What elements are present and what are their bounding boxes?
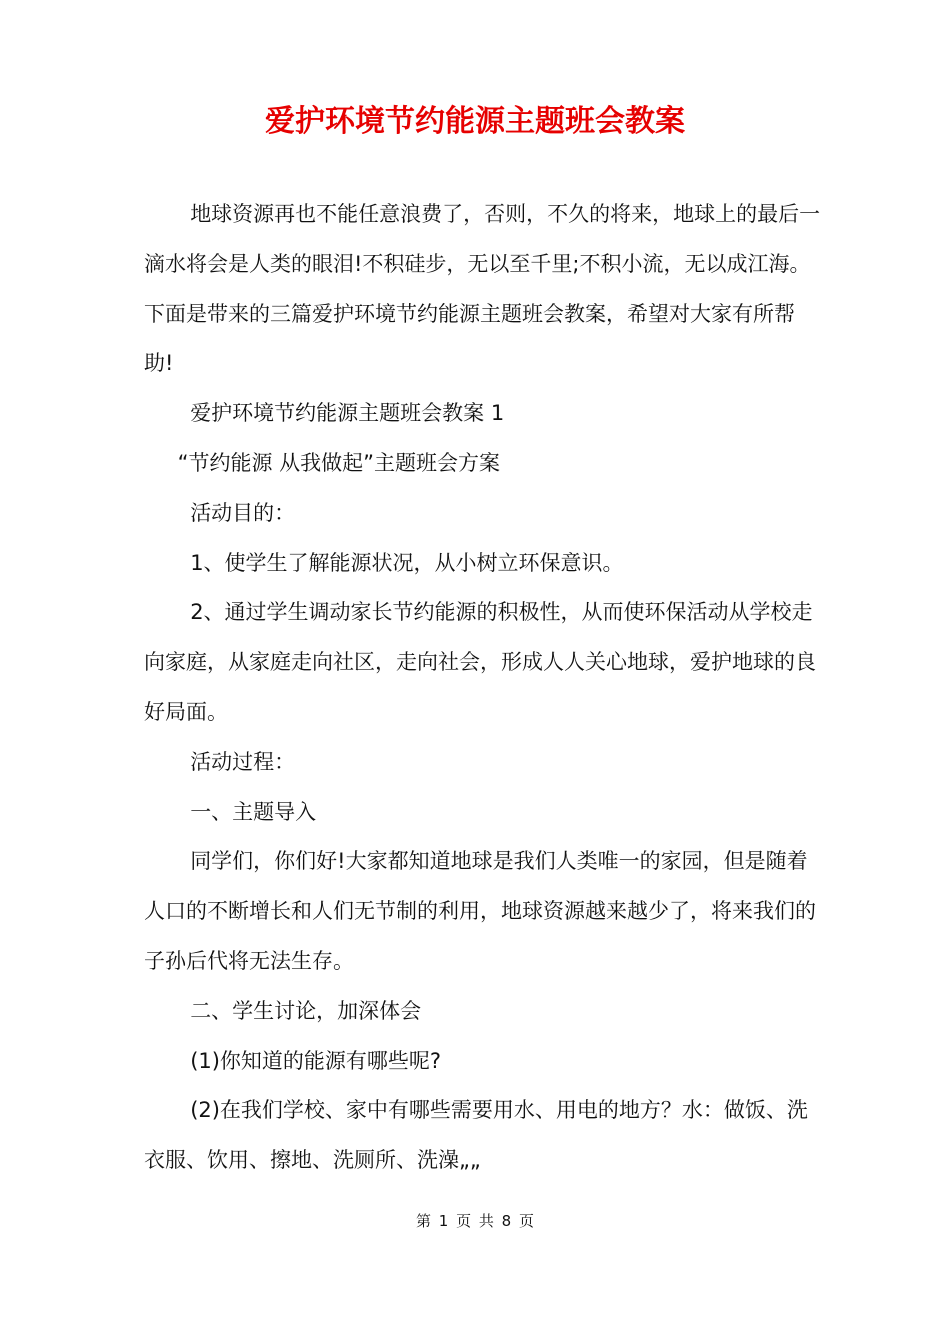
step-1-paragraph: 同学们，你们好!大家都知道地球是我们人类唯一的家园，但是随着人口的不断增长和人们无节制的利用，地球资源越来越少了，将来我们的子孙后代将无法生存。 (144, 849, 816, 973)
document-body (144, 190, 824, 1186)
step-2-heading: 二、学生讨论，加深体会 (190, 998, 422, 1023)
intro-paragraph: 地球资源再也不能任意浪费了，否则，不久的将来，地球上的最后一滴水将会是人类的眼泪!不积硅步，无以至千里;不积小流，无以成江海。下面是带来的三篇爱护环境节约能源主题班会教案，希望对大家有所帮助! (144, 202, 821, 376)
goal-item-2: 2、通过学生调动家长节约能源的积极性，从而使环保活动从学校走向家庭，从家庭走向社区，走向社会，形成人人关心地球，爱护地球的良好局面。 (144, 600, 816, 724)
step-1-heading: 一、主题导入 (190, 799, 317, 824)
question-2: (2)在我们学校、家中有哪些需要用水、用电的地方？水：做饭、洗衣服、饮用、擦地、洗厕所、洗澡„„ (144, 1098, 808, 1173)
page-title: 爱护环境节约能源主题班会教案 (265, 104, 685, 139)
activity-goal-heading: 活动目的： (190, 500, 296, 525)
activity-process-heading: 活动过程： (190, 749, 296, 774)
goal-item-1: 1、使学生了解能源状况，从小树立环保意识。 (190, 550, 624, 575)
section-heading: 爱护环境节约能源主题班会教案 1 (190, 401, 505, 426)
page-footer: 第 1 页 共 8 页 (416, 1212, 534, 1230)
question-1: (1)你知道的能源有哪些呢? (190, 1048, 442, 1073)
plan-title: “节约能源 从我做起”主题班会方案 (177, 450, 501, 475)
